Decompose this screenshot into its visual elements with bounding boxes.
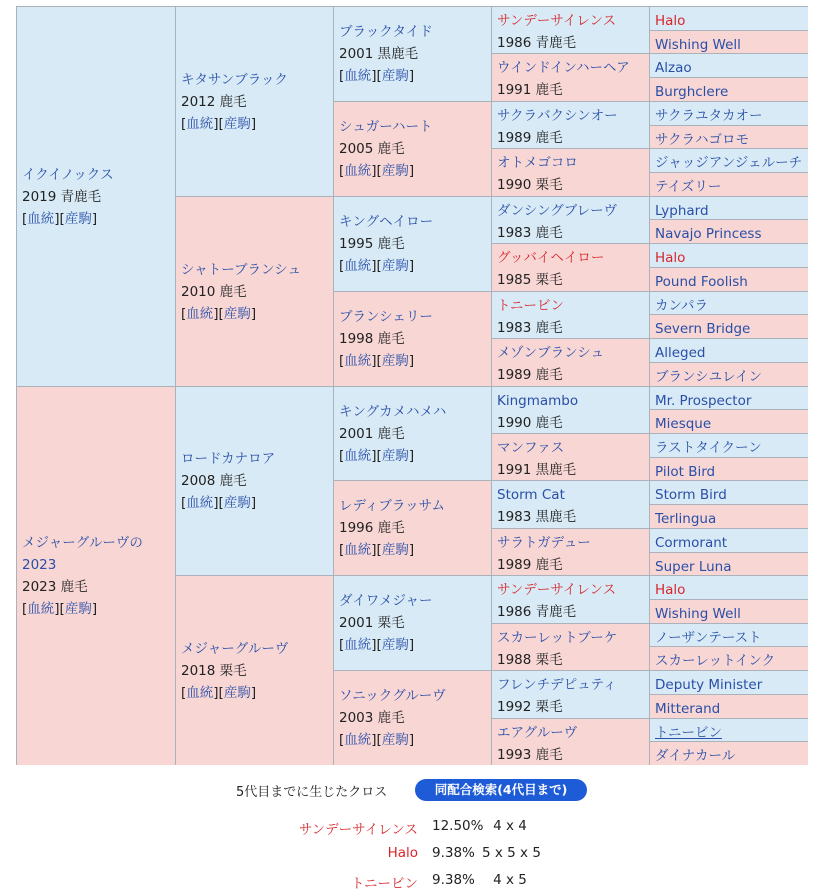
horse-name-link[interactable]: エアグルーヴ [497, 725, 578, 741]
horse-links: [血統][産駒] [181, 684, 257, 701]
horse-birth-color: 1991 鹿毛 [497, 82, 563, 98]
progeny-link[interactable]: 産駒 [223, 684, 251, 701]
pedigree-cell-gen5 [650, 505, 808, 528]
horse-name-link[interactable]: キングヘイロー [339, 214, 434, 230]
cross-horse-name[interactable]: トニービン [351, 876, 418, 892]
horse-name-link[interactable]: キタサンブラック [181, 71, 288, 88]
cross-row [0, 818, 828, 840]
horse-name-link[interactable]: Kingmambo [497, 393, 579, 409]
pedigree-cell-gen1 [17, 7, 175, 386]
pedigree-cell-gen4 [492, 624, 649, 670]
horse-links: [血統][産駒] [339, 258, 415, 274]
horse-links: [血統][産駒] [181, 305, 257, 322]
pedigree-cell-gen5 [650, 315, 808, 338]
pedigree-cell-gen4 [492, 671, 649, 718]
pedigree-cell-gen5 [650, 7, 808, 30]
horse-links: [血統][産駒] [22, 601, 98, 617]
horse-name-link[interactable]: Pilot Bird [655, 464, 716, 480]
horse-links: [血統][産駒] [181, 115, 257, 132]
cross-horse-name[interactable]: Halo [387, 845, 418, 861]
pedigree-cell-gen5 [650, 553, 808, 575]
cross-generations: 5 x 5 x 5 [482, 845, 541, 861]
pedigree-cell-gen4 [492, 7, 649, 53]
cross-percentage: 12.50% [432, 818, 484, 834]
pedigree-cell-gen4 [492, 339, 649, 386]
horse-links: [血統][産駒] [339, 637, 415, 653]
pedigree-cell-gen5 [650, 173, 808, 196]
progeny-link[interactable]: 産駒 [381, 542, 409, 558]
horse-name-link[interactable]: ロードカナロア [181, 451, 276, 467]
horse-name-link[interactable]: Halo [655, 582, 686, 598]
horse-birth-color: 2001 鹿毛 [339, 425, 405, 442]
horse-birth-color: 1989 鹿毛 [497, 557, 563, 573]
horse-birth-color: 1988 栗毛 [497, 652, 563, 668]
progeny-link[interactable]: 産駒 [381, 732, 409, 748]
horse-name-link[interactable]: Wishing Well [655, 606, 741, 622]
horse-name-link[interactable]: ブラックタイド [339, 24, 433, 40]
pedigree-cell-gen5 [650, 529, 808, 552]
bloodline-link[interactable]: 血統 [344, 163, 372, 179]
horse-links: [血統][産駒] [339, 163, 415, 179]
progeny-link[interactable]: 産駒 [223, 495, 251, 511]
horse-name-link[interactable]: Halo [655, 250, 686, 266]
horse-name-link[interactable]: Wishing Well [655, 37, 741, 53]
progeny-link[interactable]: 産駒 [64, 601, 92, 617]
horse-birth-color: 1986 青鹿毛 [497, 604, 577, 620]
pedigree-cell-gen4 [492, 387, 649, 433]
horse-name-link[interactable]: グッバイヘイロー [497, 250, 605, 266]
cross-horse-name[interactable]: サンデーサイレンス [298, 822, 418, 838]
horse-name-link[interactable]: ウインドインハーヘア [497, 60, 630, 76]
cross-row [0, 845, 828, 867]
horse-name-link[interactable]: ノーザンテースト [655, 630, 762, 646]
horse-name-link[interactable]: トニービン [655, 725, 722, 741]
horse-birth-color: 1995 鹿毛 [339, 236, 405, 252]
progeny-link[interactable]: 産駒 [381, 447, 409, 464]
pedigree-cell-gen4 [492, 54, 649, 101]
cross-percentage: 9.38% [432, 845, 475, 861]
horse-name-link[interactable]: ダイナカール [655, 748, 736, 764]
horse-name-link[interactable]: ジャッジアンジェルーチ [655, 155, 803, 171]
horse-name-link[interactable]: メゾンブランシュ [497, 345, 604, 361]
horse-name-link[interactable]: オトメゴコロ [497, 155, 578, 171]
pedigree-cell-gen5 [650, 742, 808, 765]
pedigree-cell-gen4 [492, 149, 649, 196]
pedigree-cell-gen5 [650, 387, 808, 409]
pedigree-cell-gen3 [334, 292, 491, 386]
horse-name-link[interactable]: トニービン [497, 298, 564, 314]
cross-row [0, 872, 828, 894]
cross-summary-header [0, 778, 828, 802]
horse-name-link[interactable]: Miesque [655, 416, 712, 432]
pedigree-cell-gen4 [492, 197, 649, 243]
pedigree-cell-gen5 [650, 126, 808, 148]
pedigree-cell-gen5 [650, 458, 808, 480]
horse-links: [血統][産駒] [22, 210, 98, 227]
progeny-link[interactable]: 産駒 [381, 68, 409, 84]
horse-name-link[interactable]: サクラハゴロモ [655, 132, 749, 148]
horse-birth-color: 1996 鹿毛 [339, 520, 405, 536]
bloodline-link[interactable]: 血統 [344, 542, 372, 558]
pedigree-cell-gen5 [650, 54, 808, 77]
cross-summary-label: 5代目までに生じたクロス [236, 785, 388, 800]
horse-birth-color: 2001 栗毛 [339, 615, 405, 631]
horse-birth-color: 2010 鹿毛 [181, 283, 247, 300]
horse-name-link[interactable]: イクイノックス [22, 166, 114, 183]
pedigree-cell-gen3 [334, 576, 491, 670]
horse-name-link[interactable]: ラストタイクーン [655, 440, 762, 456]
pedigree-cell-gen2 [176, 576, 333, 765]
pedigree-cell-gen5 [650, 647, 808, 670]
pedigree-cell-gen3 [334, 387, 491, 480]
horse-links: [血統][産駒] [339, 68, 415, 84]
horse-name-link[interactable]: サラトガデュー [497, 535, 591, 551]
pedigree-cell-gen2 [176, 197, 333, 386]
pedigree-cell-gen4 [492, 102, 649, 148]
bloodline-link[interactable]: 血統 [344, 353, 372, 369]
pedigree-cell-gen3 [334, 197, 491, 291]
horse-name-link[interactable]: Pound Foolish [655, 274, 748, 290]
progeny-link[interactable]: 産駒 [223, 305, 251, 322]
bloodline-link[interactable]: 血統 [186, 684, 214, 701]
horse-name-link[interactable]: メジャーグルーヴの2023 [22, 535, 143, 573]
horse-birth-color: 2019 青鹿毛 [22, 188, 102, 205]
horse-links: [血統][産駒] [339, 732, 415, 748]
pedigree-cell-gen5 [650, 268, 808, 291]
horse-name-link[interactable]: Deputy Minister [655, 677, 763, 693]
pedigree-table [16, 6, 808, 765]
progeny-link[interactable]: 産駒 [381, 163, 409, 179]
horse-name-link[interactable]: Alzao [655, 60, 692, 76]
pedigree-cell-gen5 [650, 78, 808, 101]
bloodline-link[interactable]: 血統 [344, 637, 372, 653]
horse-birth-color: 1983 黒鹿毛 [497, 509, 577, 525]
horse-name-link[interactable]: Mr. Prospector [655, 393, 752, 409]
horse-birth-color: 2023 鹿毛 [22, 579, 88, 595]
bloodline-link[interactable]: 血統 [344, 447, 372, 464]
cross-generations: 4 x 4 [493, 818, 527, 834]
horse-name-link[interactable]: ダイワメジャー [339, 593, 433, 609]
pedigree-cell-gen3 [334, 481, 491, 575]
horse-name-link[interactable]: ダンシングブレーヴ [497, 203, 618, 219]
pedigree-cell-gen4 [492, 292, 649, 338]
horse-name-link[interactable]: シャトーブランシュ [181, 261, 301, 278]
pedigree-cell-gen5 [650, 149, 808, 172]
horse-name-link[interactable]: キングカメハメハ [339, 403, 447, 420]
horse-name-link[interactable]: Lyphard [655, 203, 709, 219]
horse-name-link[interactable]: スカーレットインク [655, 653, 776, 669]
bloodline-link[interactable]: 血統 [344, 68, 372, 84]
pedigree-cell-gen4 [492, 576, 649, 623]
pedigree-cell-gen5 [650, 292, 808, 314]
horse-name-link[interactable]: スカーレットブーケ [497, 630, 618, 646]
pedigree-cell-gen4 [492, 719, 649, 765]
horse-name-link[interactable]: マンファス [497, 440, 565, 456]
horse-birth-color: 2001 黒鹿毛 [339, 46, 419, 62]
horse-birth-color: 1989 鹿毛 [497, 130, 563, 146]
progeny-link[interactable]: 産駒 [223, 115, 251, 132]
horse-birth-color: 1998 鹿毛 [339, 331, 405, 347]
pedigree-cell-gen3 [334, 7, 491, 101]
pedigree-cell-gen5 [650, 339, 808, 362]
bloodline-link[interactable]: 血統 [344, 732, 372, 748]
progeny-link[interactable]: 産駒 [381, 353, 409, 369]
bloodline-link[interactable]: 血統 [27, 601, 55, 617]
horse-birth-color: 1983 鹿毛 [497, 225, 563, 241]
horse-name-link[interactable]: テイズリー [655, 179, 722, 195]
horse-birth-color: 1992 栗毛 [497, 699, 563, 715]
horse-birth-color: 1989 鹿毛 [497, 367, 563, 383]
pedigree-cell-gen5 [650, 600, 808, 623]
horse-birth-color: 1993 鹿毛 [497, 747, 563, 763]
pedigree-cell-gen4 [492, 481, 649, 528]
horse-name-link[interactable]: Severn Bridge [655, 321, 751, 337]
horse-birth-color: 2005 鹿毛 [339, 141, 405, 157]
horse-name-link[interactable]: ブランシユレイン [655, 369, 762, 385]
horse-name-link[interactable]: カンパラ [655, 298, 709, 314]
bloodline-link[interactable]: 血統 [186, 115, 214, 132]
horse-name-link[interactable]: Storm Cat [497, 487, 565, 503]
pedigree-cell-gen4 [492, 434, 649, 480]
horse-name-link[interactable]: Halo [655, 13, 686, 29]
horse-birth-color: 2008 鹿毛 [181, 473, 247, 489]
bloodline-link[interactable]: 血統 [27, 210, 55, 227]
horse-name-link[interactable]: シュガーハート [339, 119, 433, 135]
horse-birth-color: 1991 黒鹿毛 [497, 462, 577, 478]
horse-name-link[interactable]: サクラユタカオー [655, 108, 763, 124]
bloodline-link[interactable]: 血統 [186, 495, 214, 511]
horse-name-link[interactable]: ブランシェリー [339, 309, 433, 325]
progeny-link[interactable]: 産駒 [64, 210, 92, 227]
horse-birth-color: 1986 青鹿毛 [497, 35, 577, 51]
horse-birth-color: 2012 鹿毛 [181, 93, 247, 110]
pedigree-cell-gen5 [650, 719, 808, 741]
horse-name-link[interactable]: Burghclere [655, 84, 729, 100]
bloodline-link[interactable]: 血統 [186, 305, 214, 322]
pedigree-cell-gen5 [650, 197, 808, 219]
horse-name-link[interactable]: サンデーサイレンス [497, 13, 617, 29]
pedigree-cell-gen5 [650, 481, 808, 504]
horse-birth-color: 1990 栗毛 [497, 177, 563, 193]
cross-percentage: 9.38% [432, 872, 475, 888]
horse-name-link[interactable]: サクラバクシンオー [497, 108, 618, 124]
same-mating-search-button[interactable]: 同配合検索(4代目まで) [415, 779, 587, 801]
horse-links: [血統][産駒] [339, 353, 415, 369]
bloodline-link[interactable]: 血統 [344, 258, 372, 274]
pedigree-cell-gen5 [650, 244, 808, 267]
pedigree-cell-gen3 [334, 671, 491, 765]
horse-name-link[interactable]: Mitterand [655, 701, 721, 717]
pedigree-cell-gen5 [650, 434, 808, 457]
horse-name-link[interactable]: レディブラッサム [339, 498, 445, 514]
horse-links: [血統][産駒] [181, 495, 257, 511]
pedigree-cell-gen2 [176, 387, 333, 575]
horse-birth-color: 1985 栗毛 [497, 272, 563, 288]
horse-name-link[interactable]: Storm Bird [655, 487, 727, 503]
progeny-link[interactable]: 産駒 [381, 637, 409, 653]
horse-name-link[interactable]: Navajo Princess [655, 226, 762, 242]
horse-links: [血統][産駒] [339, 542, 415, 558]
pedigree-cell-gen5 [650, 220, 808, 243]
horse-birth-color: 2003 鹿毛 [339, 710, 405, 726]
progeny-link[interactable]: 産駒 [381, 258, 409, 274]
pedigree-cell-gen5 [650, 576, 808, 599]
horse-birth-color: 1990 鹿毛 [497, 415, 563, 431]
pedigree-cell-gen4 [492, 529, 649, 575]
pedigree-cell-gen5 [650, 102, 808, 125]
pedigree-cell-gen5 [650, 363, 808, 386]
pedigree-cell-gen2 [176, 7, 333, 196]
pedigree-cell-gen3 [334, 102, 491, 196]
cross-generations: 4 x 5 [493, 872, 527, 888]
pedigree-cell-gen5 [650, 624, 808, 646]
pedigree-cell-gen1 [17, 387, 175, 765]
pedigree-cell-gen5 [650, 695, 808, 718]
pedigree-cell-gen5 [650, 31, 808, 53]
horse-links: [血統][産駒] [339, 447, 415, 464]
horse-name-link[interactable]: メジャーグルーヴ [181, 640, 289, 657]
pedigree-cell-gen5 [650, 410, 808, 433]
horse-name-link[interactable]: Cormorant [655, 535, 728, 551]
pedigree-cell-gen4 [492, 244, 649, 291]
horse-name-link[interactable]: Super Luna [655, 559, 732, 575]
horse-name-link[interactable]: フレンチデピュティ [497, 677, 617, 693]
horse-name-link[interactable]: Alleged [655, 345, 706, 361]
horse-name-link[interactable]: Terlingua [655, 511, 717, 527]
pedigree-cell-gen5 [650, 671, 808, 694]
horse-name-link[interactable]: ソニックグルーヴ [339, 688, 446, 704]
horse-birth-color: 1983 鹿毛 [497, 320, 563, 336]
horse-birth-color: 2018 栗毛 [181, 662, 247, 679]
horse-name-link[interactable]: サンデーサイレンス [497, 582, 617, 598]
